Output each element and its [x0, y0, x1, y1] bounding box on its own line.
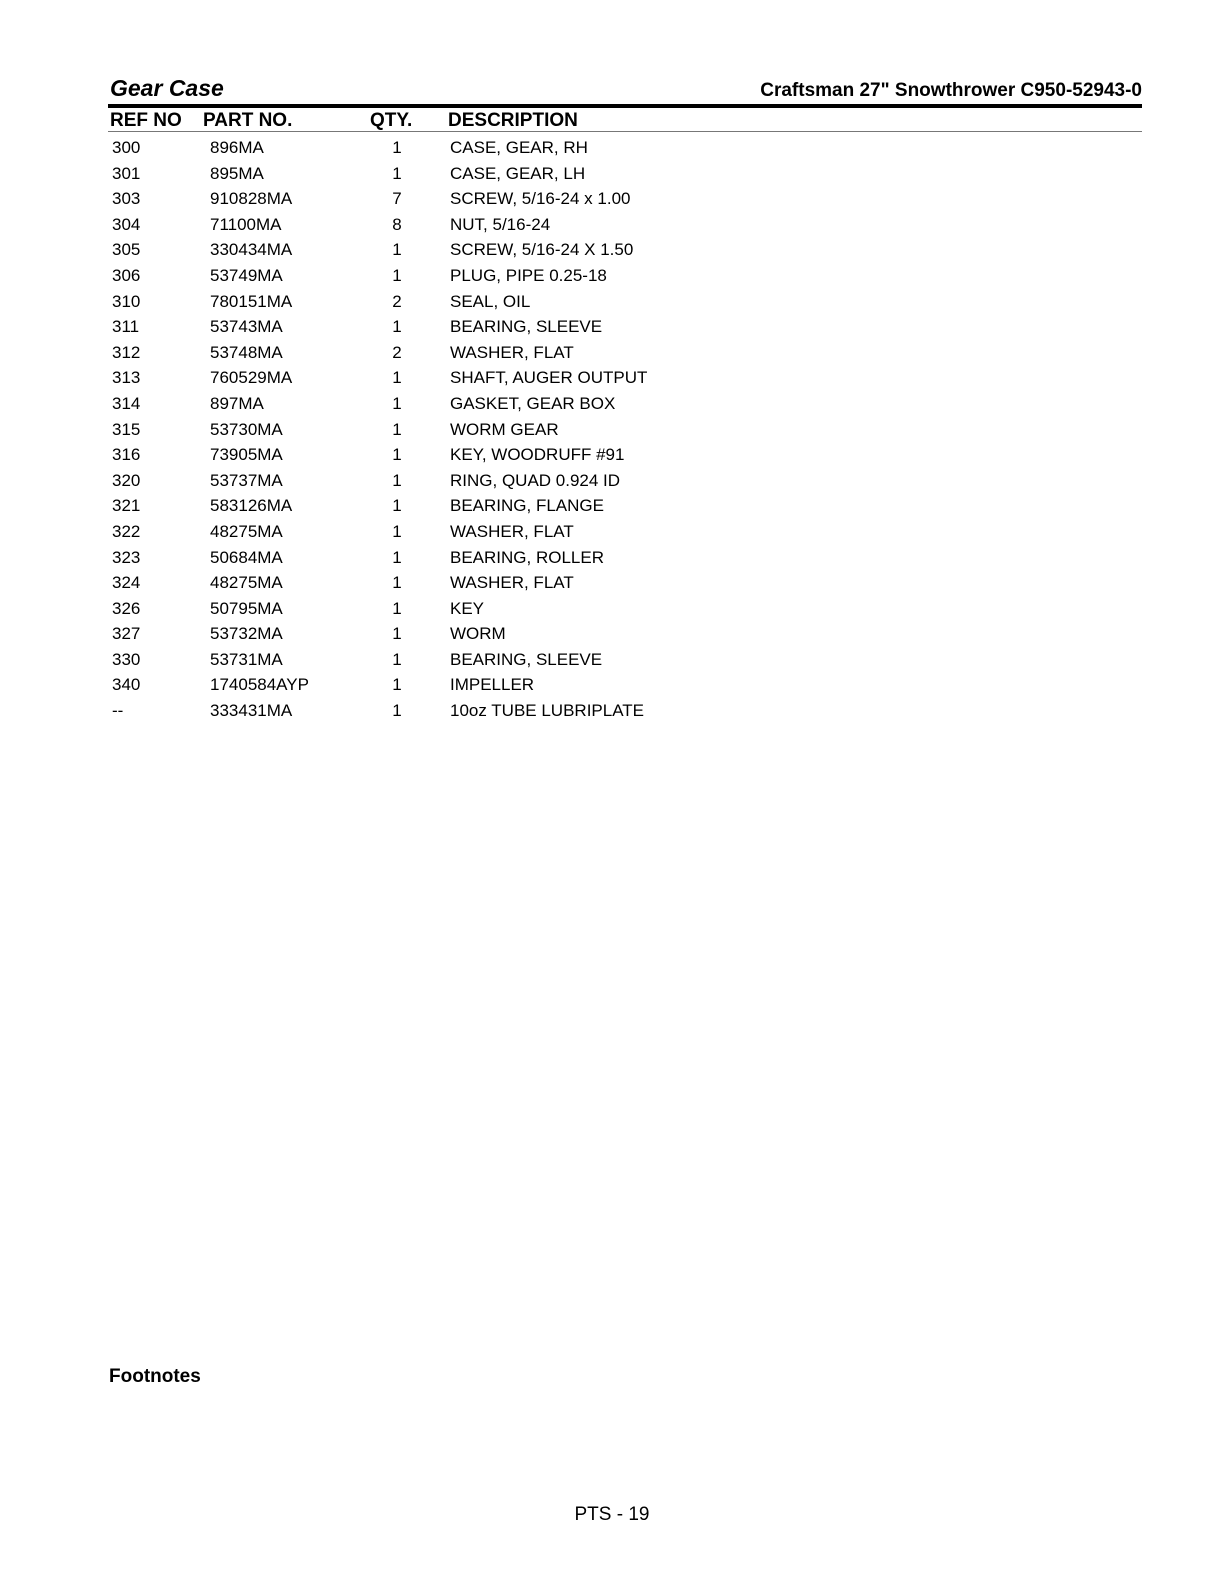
description-cell: WORM GEAR	[450, 419, 559, 439]
ref-no-cell: 310	[112, 291, 141, 311]
table-row	[108, 623, 1142, 649]
part-no-cell: 53749MA	[210, 265, 283, 285]
table-row	[108, 470, 1142, 496]
part-no-cell: 910828MA	[210, 189, 293, 209]
part-no-cell: 760529MA	[210, 368, 293, 388]
part-no-cell: 71100MA	[210, 214, 282, 234]
qty-cell: 1	[392, 573, 402, 593]
table-header	[108, 110, 1142, 130]
table-row	[108, 188, 1142, 214]
ref-no-cell: 306	[112, 265, 141, 285]
ref-no-cell: 327	[112, 624, 141, 644]
qty-cell: 1	[392, 445, 402, 465]
description-cell: PLUG, PIPE 0.25-18	[450, 265, 607, 285]
ref-no-cell: 314	[112, 393, 141, 413]
ref-no-cell: 330	[112, 649, 141, 669]
table-row	[108, 265, 1142, 291]
qty-cell: 1	[392, 393, 402, 413]
qty-cell: 1	[392, 598, 402, 618]
parts-table-body	[108, 137, 1142, 726]
part-no-cell: 48275MA	[210, 521, 283, 541]
column-header-ref-no: REF NO	[110, 110, 182, 131]
page-number: PTS - 19	[574, 1504, 650, 1525]
description-cell: WASHER, FLAT	[450, 573, 574, 593]
part-no-cell: 48275MA	[210, 573, 283, 593]
description-cell: WASHER, FLAT	[450, 521, 574, 541]
column-header-qty: QTY.	[370, 110, 413, 131]
header-rule	[108, 131, 1142, 132]
ref-no-cell: 323	[112, 547, 141, 567]
qty-cell: 1	[392, 624, 402, 644]
description-cell: KEY	[450, 598, 485, 618]
part-no-cell: 53731MA	[210, 649, 283, 669]
table-row	[108, 598, 1142, 624]
qty-cell: 1	[392, 163, 402, 183]
table-row	[108, 239, 1142, 265]
ref-no-cell: 305	[112, 240, 141, 260]
description-cell: BEARING, SLEEVE	[450, 649, 603, 669]
table-row	[108, 393, 1142, 419]
table-row	[108, 419, 1142, 445]
qty-cell: 8	[392, 214, 402, 234]
table-row	[108, 444, 1142, 470]
table-row	[108, 547, 1142, 573]
ref-no-cell: 316	[112, 445, 141, 465]
part-no-cell: 896MA	[210, 138, 264, 157]
model-title: Craftsman 27" Snowthrower C950-52943-0	[760, 80, 1142, 101]
qty-cell: 7	[392, 189, 402, 209]
qty-cell: 1	[392, 496, 402, 516]
ref-no-cell: 322	[112, 521, 141, 541]
part-no-cell: 780151MA	[210, 291, 293, 311]
table-row	[108, 521, 1142, 547]
table-row	[108, 163, 1142, 189]
part-no-cell: 53743MA	[210, 317, 283, 337]
part-no-cell: 897MA	[210, 393, 264, 413]
ref-no-cell: 304	[112, 214, 141, 234]
qty-cell: 1	[392, 368, 402, 388]
qty-cell: 1	[392, 138, 402, 157]
ref-no-cell: 326	[112, 598, 141, 618]
ref-no-cell: 320	[112, 470, 141, 490]
qty-cell: 1	[392, 240, 402, 260]
ref-no-cell: 313	[112, 368, 141, 388]
title-rule	[108, 104, 1142, 108]
description-cell: SHAFT, AUGER OUTPUT	[450, 368, 648, 388]
qty-cell: 1	[392, 649, 402, 669]
ref-no-cell: 321	[112, 496, 141, 516]
part-no-cell: 895MA	[210, 163, 264, 183]
table-row	[108, 291, 1142, 317]
qty-cell: 1	[392, 701, 402, 721]
ref-no-cell: 303	[112, 189, 141, 209]
description-cell: WASHER, FLAT	[450, 342, 574, 362]
description-cell: SCREW, 5/16-24 x 1.00	[450, 189, 631, 209]
ref-no-cell: 315	[112, 419, 141, 439]
description-cell: BEARING, FLANGE	[450, 496, 604, 516]
table-row	[108, 137, 1142, 163]
description-cell: BEARING, SLEEVE	[450, 317, 603, 337]
description-cell: BEARING, ROLLER	[450, 547, 604, 567]
description-cell: WORM	[450, 624, 506, 644]
description-cell: SEAL, OIL	[450, 291, 531, 311]
qty-cell: 2	[392, 291, 402, 311]
part-no-cell: 53732MA	[210, 624, 283, 644]
ref-no-cell: 311	[112, 317, 140, 337]
part-no-cell: 53730MA	[210, 419, 283, 439]
description-cell: CASE, GEAR, RH	[450, 138, 588, 157]
table-row	[108, 316, 1142, 342]
column-header-description: DESCRIPTION	[448, 110, 578, 131]
table-row	[108, 342, 1142, 368]
qty-cell: 1	[392, 547, 402, 567]
description-cell: 10oz TUBE LUBRIPLATE	[450, 701, 645, 721]
page-title: Gear Case	[110, 75, 224, 101]
part-no-cell: 50795MA	[210, 598, 283, 618]
part-no-cell: 1740584AYP	[210, 675, 309, 695]
ref-no-cell: 324	[112, 573, 141, 593]
qty-cell: 1	[392, 265, 402, 285]
part-no-cell: 73905MA	[210, 445, 283, 465]
table-row	[108, 367, 1142, 393]
qty-cell: 2	[392, 342, 402, 362]
ref-no-cell: --	[112, 701, 124, 721]
table-row	[108, 495, 1142, 521]
description-cell: CASE, GEAR, LH	[450, 163, 586, 183]
qty-cell: 1	[392, 317, 402, 337]
description-cell: GASKET, GEAR BOX	[450, 393, 616, 413]
part-no-cell: 330434MA	[210, 240, 293, 260]
footnotes-heading: Footnotes	[109, 1366, 201, 1387]
table-row	[108, 214, 1142, 240]
description-cell: RING, QUAD 0.924 ID	[450, 470, 621, 490]
qty-cell: 1	[392, 521, 402, 541]
description-cell: KEY, WOODRUFF #91	[450, 445, 625, 465]
table-row	[108, 674, 1142, 700]
qty-cell: 1	[392, 470, 402, 490]
part-no-cell: 583126MA	[210, 496, 293, 516]
table-row	[108, 572, 1142, 598]
table-row	[108, 649, 1142, 675]
description-cell: IMPELLER	[450, 675, 535, 695]
ref-no-cell: 340	[112, 675, 141, 695]
part-no-cell: 53748MA	[210, 342, 283, 362]
ref-no-cell: 312	[112, 342, 141, 362]
column-header-part-no: PART NO.	[203, 110, 293, 131]
qty-cell: 1	[392, 675, 402, 695]
description-cell: SCREW, 5/16-24 X 1.50	[450, 240, 634, 260]
part-no-cell: 53737MA	[210, 470, 283, 490]
ref-no-cell: 301	[112, 163, 141, 183]
qty-cell: 1	[392, 419, 402, 439]
table-row	[108, 700, 1142, 726]
description-cell: NUT, 5/16-24	[450, 214, 551, 234]
part-no-cell: 333431MA	[210, 701, 293, 721]
part-no-cell: 50684MA	[210, 547, 283, 567]
ref-no-cell: 300	[112, 138, 141, 157]
